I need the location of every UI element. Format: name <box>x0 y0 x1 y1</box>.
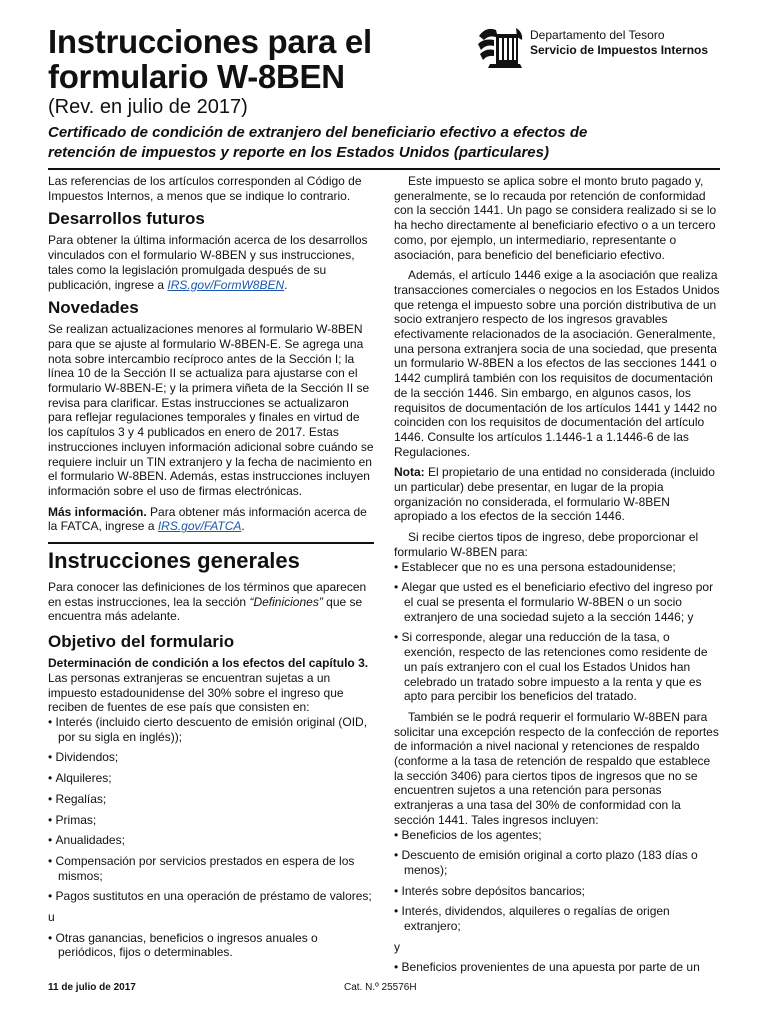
list-item: • Interés, dividendos, alquileres o regalías de origen extranjero; <box>394 904 720 933</box>
list-item: • Regalías; <box>48 792 374 807</box>
list-item: • Primas; <box>48 813 374 828</box>
agency-line-2: Servicio de Impuestos Internos <box>530 43 709 57</box>
list-item: • Otras ganancias, beneficios o ingresos anuales o periódicos, fijos o determinables. <box>48 931 374 960</box>
general-text-2: que se encuentra más adelante. <box>48 594 363 624</box>
page-title <box>48 24 372 94</box>
purpose-paragraph <box>48 656 374 715</box>
section-1446-paragraph: Además, el artículo 1446 exige a la asociación que realiza transacciones comerciales o negocios en los Estados Unidos que retenga el impuesto sobre una porción distributiva de un socio extranjero respecto de los ingresos gravables efectivamente relacionados de la asociación. Generalmente, una persona extranjera socia de una sociedad, que presenta un formulario W-8BEN a los efectos de las secciones 1441 o 1442 cumplirá también con los requisitos de documentación de la sección 1446. Sin embargo, en algunos casos, los requisitos de documentación de los artículos 1441 y 1442 no coinciden con los requisitos de documentación del artículo 1446. Consulte los artículos 1.1446-1 a 1.1446-6 de las Regulaciones. <box>394 268 720 459</box>
agency-name <box>530 28 708 58</box>
list-item: • Anualidades; <box>48 833 374 848</box>
income-types-bullet-list <box>394 828 720 976</box>
list-item: • Si corresponde, alegar una reducción de la tasa, o exención, respecto de las retenciones como residente de un país extranjero con el cual los Estados Unidos han celebrado un tratado sobre impuesto a la renta y que es apto para percibir los beneficios del tratado. <box>394 630 720 704</box>
conjunction-u: u <box>48 910 55 925</box>
note-label: Nota: <box>394 465 425 480</box>
future-developments-paragraph: Para obtener la última información acerca de los desarrollos vinculados con el formulario W-8BEN y sus instrucciones, tales como la legislación promulgada después de su publicación, ingrese a IRS.gov/FormW8BEN. <box>48 233 368 292</box>
title-line-1: Instrucciones para el <box>48 23 372 60</box>
list-item: • Beneficios provenientes de una apuesta por parte de un <box>394 960 720 975</box>
purpose-bullet-list <box>394 560 720 704</box>
irs-eagle-logo-icon <box>476 24 526 70</box>
general-text-1: Para conocer las definiciones de los términos que aparecen en estas instrucciones, lea la sección <box>48 580 367 609</box>
list-item: • Interés sobre depósitos bancarios; <box>394 884 720 899</box>
right-column <box>394 174 720 981</box>
footer-date: 11 de julio de 2017 <box>48 982 136 993</box>
tax-applies-paragraph: Este impuesto se aplica sobre el monto bruto pagado y, generalmente, se lo recauda por retención de conformidad con la sección 1441. Un pago se considera realizado si se lo ha hecho directamente al beneficiario efectivo o a un tercero como, por ejemplo, un intermediario, representante o asociación, para beneficio del beneficiario efectivo. <box>394 174 717 262</box>
left-column <box>48 174 374 966</box>
subtitle <box>48 123 728 163</box>
catalog-number: Cat. N.º 25576H <box>344 982 417 993</box>
chapter3-label: Determinación de condición a los efectos del capítulo 3. <box>48 656 369 671</box>
conjunction-y: y <box>394 939 400 954</box>
intro-paragraph: Las referencias de los artículos corresponden al Código de Impuestos Internos, a menos que se indique lo contrario. <box>48 174 362 203</box>
general-instructions-heading: Instrucciones generales <box>48 542 374 574</box>
list-item: • Establecer que no es una persona estadounidense; <box>394 560 720 575</box>
general-instructions-paragraph <box>48 580 374 624</box>
note-paragraph <box>394 465 720 524</box>
subtitle-line-2: retención de impuestos y reporte en los Estados Unidos (particulares) <box>48 144 549 161</box>
note-text: El propietario de una entidad no considerada (incluido un particular) debe presentar, en lugar de la propia organización no considerada, el formulario W-8BEN apropiado a los efectos de la sección 1446. <box>394 465 715 524</box>
revision-date: (Rev. en julio de 2017) <box>48 96 248 118</box>
list-item: • Interés (incluido cierto descuento de emisión original (OID, por su sigla en inglés)); <box>48 715 374 744</box>
form-w8ben-link[interactable]: IRS.gov/FormW8BEN <box>167 277 285 292</box>
fatca-link[interactable]: IRS.gov/FATCA <box>157 519 242 534</box>
subtitle-line-1: Certificado de condición de extranjero del beneficiario efectivo a efectos de <box>48 124 588 141</box>
list-item: • Compensación por servicios prestados en espera de los mismos; <box>48 854 374 883</box>
list-item: • Alegar que usted es el beneficiario efectivo del ingreso por el cual se presenta el formulario W-8BEN o un socio extranjero de una sociedad sujeto a la sección 1446; y <box>394 580 720 624</box>
income-bullet-list <box>48 715 374 960</box>
more-info-paragraph: Más información. Para obtener más información acerca de la FATCA, ingrese a IRS.gov/FATCA. <box>48 504 367 534</box>
purpose-heading: Objetivo del formulario <box>48 632 235 652</box>
agency-line-1: Departamento del Tesoro <box>530 28 665 42</box>
more-info-label: Más información. <box>48 504 147 519</box>
list-item: • Beneficios de los agentes; <box>394 828 720 843</box>
provide-form-paragraph: Si recibe ciertos tipos de ingreso, debe proporcionar el formulario W-8BEN para: <box>394 530 699 559</box>
whats-new-heading: Novedades <box>48 298 139 318</box>
purpose-text: Las personas extranjeras se encuentran sujetas a un impuesto estadounidense del 30% sobre el ingreso que reciben de fuentes de ese país que consisten en: <box>48 670 344 715</box>
header-divider <box>48 168 720 170</box>
future-text: Para obtener la última información acerca de los desarrollos vinculados con el formulario W-8BEN y sus instrucciones, tales como la legislación promulgada después de su publicación, ingrese a <box>48 233 368 292</box>
more-info-text: Para obtener más información acerca de la FATCA, ingrese a <box>48 504 367 534</box>
title-line-2: formulario W-8BEN <box>48 58 345 95</box>
list-item: • Descuento de emisión original a corto plazo (183 días o menos); <box>394 848 720 877</box>
list-item: • Pagos sustitutos en una operación de préstamo de valores; <box>48 889 374 904</box>
list-item: • Dividendos; <box>48 750 374 765</box>
list-item: • Alquileres; <box>48 771 374 786</box>
backup-withholding-paragraph: También se le podrá requerir el formulario W-8BEN para solicitar una excepción respecto de la confección de reportes de información a nivel nacional y retenciones de respaldo (conforme a la tasa de retención de respaldo que establece la sección 3406) para ciertos tipos de ingresos que no se encuentren sujetos a una retención para personas extranjeras a una tasa del 30% de conformidad con la sección 1441. Tales ingresos incluyen: <box>394 709 719 827</box>
whats-new-paragraph: Se realizan actualizaciones menores al formulario W-8BEN para que se ajuste al formulario W-8BEN-E. Se agrega una nota sobre intercambio recíproco antes de la Sección I; la línea 10 de la Sección II se actualiza para ajustarse con el formulario W-8BEN-E; y la primera viñeta de la Sección II se revisa para clarificar. Estas instrucciones se actualizaron para reflejar regulaciones temporales y finales en virtud de los capítulos 3 y 4 publicados en enero de 2017. Estas instrucciones incluyen información adicional sobre cuándo se requiere incluir un TIN extranjero y la fecha de nacimiento en el formulario W-8BEN. Además, estas instrucciones incluyen información sobre el uso de firmas electrónicas. <box>48 322 374 498</box>
definitions-reference: “Definiciones” <box>249 594 323 609</box>
future-developments-heading: Desarrollos futuros <box>48 209 205 229</box>
